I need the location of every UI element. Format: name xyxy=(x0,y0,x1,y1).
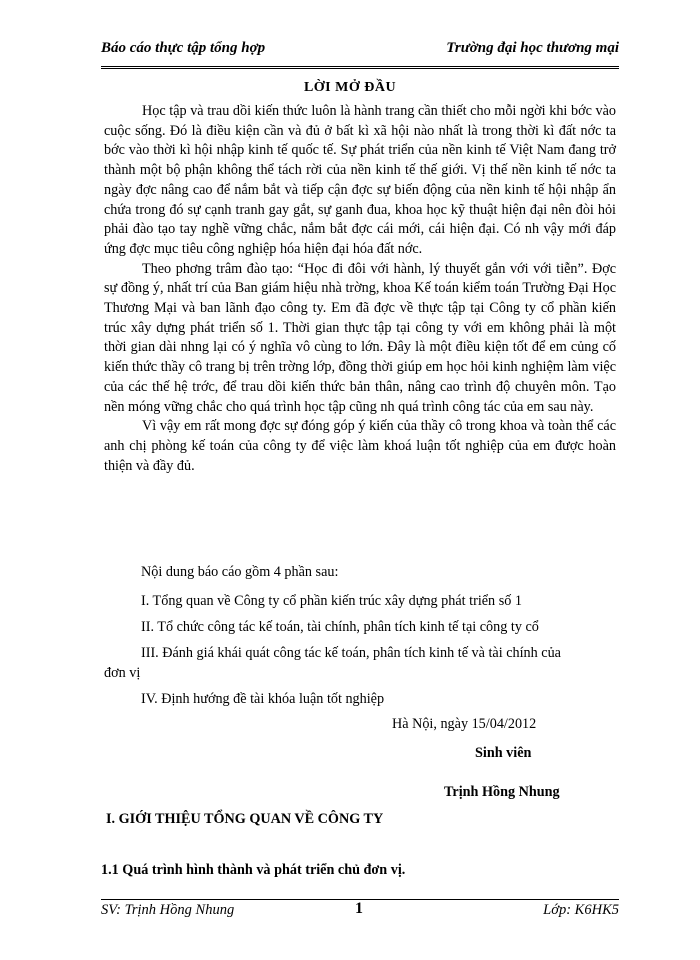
signature-role: Sinh viên xyxy=(475,745,532,761)
paragraph-3: Vì vậy em rất mong đợc sự đóng góp ý kiến của thầy cô trong khoa và toàn thể các anh chị phòng kế toán của công ty để việc làm khoá luận tốt nghiệp của em được hoàn thiện và đầy đủ. xyxy=(104,418,616,474)
header-right-text: Trường đại học thương mại xyxy=(446,40,619,56)
footer-student: SV: Trịnh Hồng Nhung xyxy=(101,902,235,918)
page-number: 1 xyxy=(355,900,363,917)
contents-item-4: IV. Định hướng đề tài khóa luận tốt nghiệp xyxy=(141,691,385,707)
paragraph-1: Học tập và trau dồi kiến thức luôn là hành trang cần thiết cho mỗi ngời khi bớc vào cuộc sống. Đó là điều kiện cần và đủ ở bất kì xã hội nào nhất là trong thời kì đất nớc ta bớc vào thời kì hội nhập kinh tế quốc tế. Sự phát triển của nền kinh tế Việt Nam đang trở thành một bộ phận không thể tách rời của nền kinh tế thế giới. Vị thế nền kinh tế nớc ta ngày đợc nâng cao để nắm bắt và tiếp cận đợc sự biến động của nền kinh tế hội nhập ẩn chứa trong đó sự cạnh tranh gay gắt, sự ganh đua, khoa học kỹ thuật hiện đại nên đòi hỏi phải đào tạo tay nghề vững chắc, nắm bắt đợc cái mới, cái hiện đại. Có nh vậy mới đáp ứng đợc mục tiêu công nghiệp hóa hiện đại hóa đất nớc. xyxy=(104,103,616,257)
page-header xyxy=(101,40,619,66)
contents-item-1: I. Tổng quan về Công ty cổ phần kiến trúc xây dựng phát triển số 1 xyxy=(141,593,522,609)
footer-class: Lớp: K6HK5 xyxy=(543,902,619,918)
signature-date: Hà Nội, ngày 15/04/2012 xyxy=(392,716,537,732)
header-divider xyxy=(101,66,619,69)
contents-intro: Nội dung báo cáo gồm 4 phần sau: xyxy=(141,564,339,580)
header-left-text: Báo cáo thực tập tổng hợp xyxy=(101,40,266,56)
signature-name: Trịnh Hồng Nhung xyxy=(444,784,560,800)
contents-item-2: II. Tổ chức công tác kế toán, tài chính, phân tích kinh tế tại công ty cổ xyxy=(141,619,539,635)
intro-body xyxy=(104,102,616,476)
page-title: LỜI MỞ ĐẦU xyxy=(303,80,397,95)
subsection-heading: 1.1 Quá trình hình thành và phát triển chủ đơn vị. xyxy=(101,862,406,878)
contents-item-3-cont: đơn vị xyxy=(104,665,141,681)
page-footer xyxy=(101,900,619,922)
contents-item-3: III. Đánh giá khái quát công tác kế toán, phân tích kinh tế và tài chính của xyxy=(141,645,561,661)
section-heading: I. GIỚI THIỆU TỔNG QUAN VỀ CÔNG TY xyxy=(106,811,384,827)
paragraph-2: Theo phơng trâm đào tạo: “Học đi đôi với hành, lý thuyết gắn với với tiễn”. Đợc sự đồng ý, nhất trí của Ban giám hiệu nhà trờng, khoa Kế toán kiểm toán Trường Đại Học Thương Mại và ban lãnh đạo công ty. Em đã đợc về thực tập tại Công ty cổ phần kiến trúc xây dựng phát triển số 1. Thời gian thực tập tại công ty với em không phải là một thời gian dài nhng lại có ý nghĩa vô cùng to lớn. Đây là một điều kiện tốt để em củng cố kiến thức thầy cô trang bị trên trờng lớp, đồng thời giúp em học hỏi kinh nghiệm làm việc của các thế hệ trớc, để trau dồi kiến thức bản thân, nâng cao trình độ chuyên môn. Tạo nền móng vững chắc cho quá trình học tập cũng nh quá trình công tác của em sau này. xyxy=(104,260,616,415)
